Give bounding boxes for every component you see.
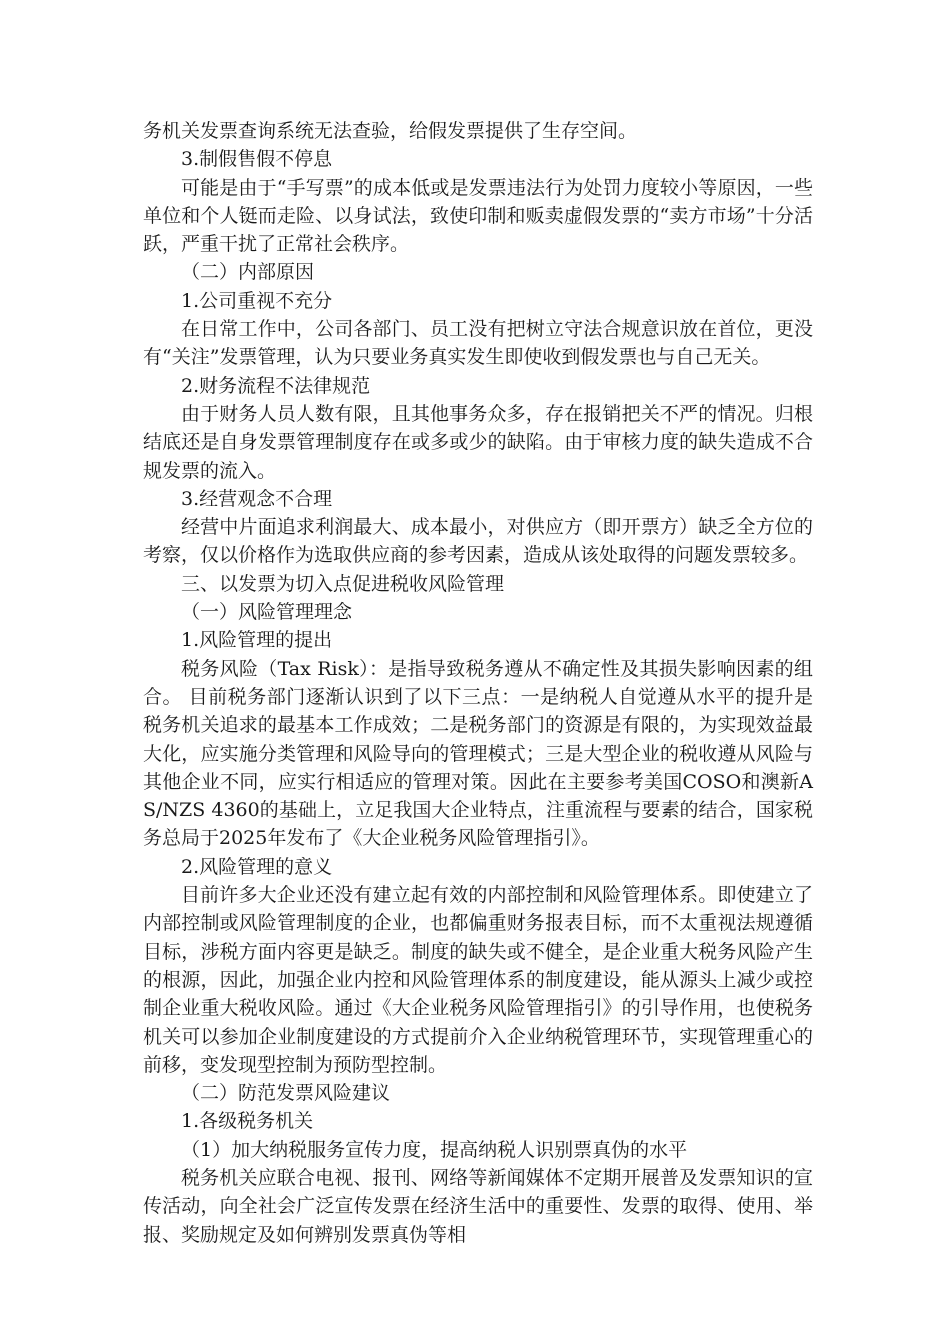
paragraph: 务机关发票查询系统无法查验，给假发票提供了生存空间。 [143,120,638,142]
paragraph: 2.风险管理的意义 [181,855,333,878]
document-body [143,117,813,1249]
paragraph: 1.公司重视不充分 [181,289,333,312]
paragraph: 1.风险管理的提出 [181,629,333,652]
paragraph: 经营中片面追求利润最大、成本最小，对供应方（即开票方）缺乏全方位的考察，仅以价格作为选取供应商的参考因素，造成从该处取得的问题发票较多。 [143,516,813,567]
paragraph: 3.制假售假不停息 [181,148,333,171]
paragraph: （1）加大纳税服务宣传力度，提高纳税人识别票真伪的水平 [181,1138,688,1161]
paragraph: 2.财务流程不法律规范 [181,374,371,397]
paragraph: 三、以发票为切入点促进税收风险管理 [181,572,505,595]
paragraph: （二）内部原因 [181,261,315,284]
paragraph: （二）防范发票风险建议 [181,1082,391,1105]
paragraph: 目前许多大企业还没有建立起有效的内部控制和风险管理体系。即使建立了内部控制或风险管理制度的企业，也都偏重财务报表目标，而不太重视法规遵循目标，涉税方面内容更是缺乏。制度的缺失或不健全，是企业重大税务风险产生的根源，因此，加强企业内控和风险管理体系的制度建设，能从源头上减少或控制企业重大税收风险。通过《大企业税务风险管理指引》的引导作用，也使税务机关可以参加企业制度建设的方式提前介入企业纳税管理环节，实现管理重心的前移，变发现型控制为预防型控制。 [143,884,813,1076]
paragraph: 1.各级税务机关 [181,1110,314,1133]
paragraph: 在日常工作中，公司各部门、员工没有把树立守法合规意识放在首位，更没有“关注”发票管理，认为只要业务真实发生即使收到假发票也与自己无关。 [143,318,813,369]
paragraph: 税务机关应联合电视、报刊、网络等新闻媒体不定期开展普及发票知识的宣传活动，向全社会广泛宣传发票在经济生活中的重要性、发票的取得、使用、举报、奖励规定及如何辨别发票真伪等相 [143,1166,813,1246]
paragraph: 3.经营观念不合理 [181,487,333,510]
paragraph: （一）风险管理理念 [181,601,353,624]
paragraph: 由于财务人员人数有限，且其他事务众多，存在报销把关不严的情况。归根结底还是自身发票管理制度存在或多或少的缺陷。由于审核力度的缺失造成不合规发票的流入。 [143,402,813,482]
paragraph: 可能是由于“手写票”的成本低或是发票违法行为处罚力度较小等原因，一些单位和个人铤而走险、以身试法，致使印制和贩卖虚假发票的“卖方市场”十分活跃，严重干扰了正常社会秩序。 [143,176,813,256]
paragraph: 税务风险（Tax Risk）：是指导致税务遵从不确定性及其损失影响因素的组合。 目前税务部门逐渐认识到了以下三点：一是纳税人自觉遵从水平的提升是税务机关追求的最基本工作成效；二是税务部门的资源是有限的，为实现效益最大化，应实施分类管理和风险导向的管理模式；三是大型企业的税收遵从风险与其他企业不同，应实行相适应的管理对策。因此在主要参考美国COSO和澳新AS/NZS 4360的基础上，立足我国大企业特点，注重流程与要素的结合，国家税务总局于2025年发布了《大企业税务风险管理指引》。 [143,657,813,850]
